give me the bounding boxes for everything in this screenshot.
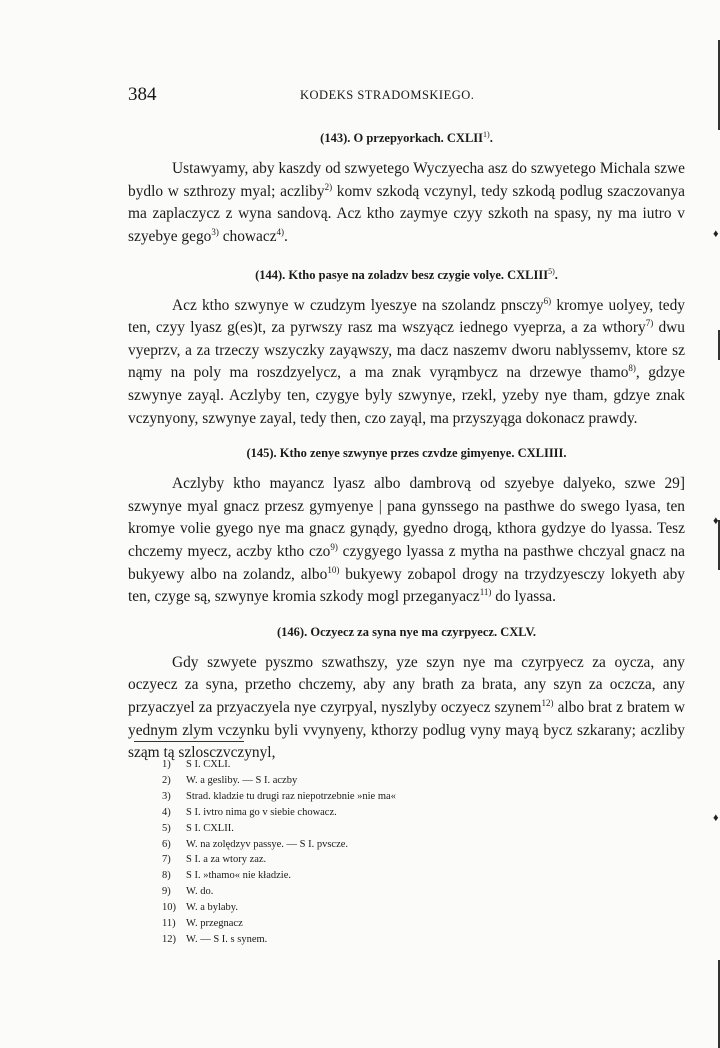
text-run: albo brat z bratem w yednym zlym vczynku byli vvynyeny, kthorzy podlug vyny mayą bycz szkarany; aczliby sząm tą szlosczvczynyl, bbox=[128, 699, 685, 762]
footnote-number: 12) bbox=[162, 933, 176, 945]
footnote-number: 11) bbox=[162, 918, 176, 930]
paragraph bbox=[128, 295, 685, 431]
text-run: komv szkodą vczynyl, tedy szkodą podlug szaczovanya ma zaplaczycz z wyna sandovą. Acz ktho zaymye czyy szkoth na spasy, ny ma iutro v szyebye gego bbox=[128, 182, 685, 245]
footnote-text: S I. CXLI. bbox=[186, 759, 231, 770]
section-heading: (143). O przepyorkach. CXLII$^{1)}$. bbox=[320, 130, 493, 146]
section-heading-text: (143). O przepyorkach. CXLII bbox=[320, 131, 484, 146]
footnote-ref: 11) bbox=[479, 587, 492, 598]
paragraph bbox=[128, 652, 685, 765]
running-title: KODEKS STRADOMSKIEGO. bbox=[300, 88, 475, 102]
footnote-number: 1) bbox=[162, 759, 171, 770]
section-heading bbox=[128, 442, 685, 464]
footnote-ref: 4) bbox=[276, 226, 285, 237]
footnote bbox=[162, 916, 396, 932]
text-run: . bbox=[284, 227, 288, 245]
main-text bbox=[128, 124, 685, 777]
footnote-number: 9) bbox=[162, 886, 171, 898]
footnote bbox=[162, 932, 396, 948]
section-heading-text: (145). Ktho zenye szwynye przes czvdze gimyenye. CXLIIII. bbox=[246, 446, 567, 461]
footnote-text: W. — S I. s synem. bbox=[186, 933, 268, 945]
footnote-text: W. przegnacz bbox=[186, 918, 243, 930]
footnote-number: 6) bbox=[162, 838, 171, 850]
paragraph bbox=[128, 473, 685, 609]
text-run: czygyego lyassa z mytha na pasthwe chczyal gnacz na bukyewy albo na zolandz, albo bbox=[128, 543, 685, 583]
footnote-divider bbox=[134, 741, 244, 742]
footnote-ref: 5) bbox=[548, 266, 555, 276]
section-heading-text: (144). Ktho pasye na zoladzv besz czygie volye. CXLIII bbox=[255, 267, 549, 282]
text-run: chowacz bbox=[218, 227, 277, 245]
footnote bbox=[162, 868, 396, 884]
footnote bbox=[162, 789, 396, 805]
text-run: Gdy szwyete pyszmo szwathszy, yze szyn nye ma czyrpyecz za oycza, any oczyecz za syna, przetho chczemy, aby any brath za brata, any szyn za oczcza, any przyaczyel za przyaczyela nye czyrpyal, nyszlyby oczyecz szynem bbox=[128, 653, 685, 716]
footnote bbox=[162, 900, 396, 916]
footnote-text: W. a gesliby. — S I. aczby bbox=[186, 774, 298, 786]
text-run: Acz ktho szwynye w czudzym lyeszye na szolandz pnsczy bbox=[172, 296, 544, 314]
footnote-ref: 7) bbox=[645, 318, 654, 329]
footnote bbox=[162, 805, 396, 821]
footnote-number: 3) bbox=[162, 790, 171, 802]
page-number: 384 bbox=[128, 84, 157, 105]
text-run: Aczlyby ktho mayancz lyasz albo dambrovą od szyebye dalyeko, szwe 29] szwynye myal gnacz przesz gymyenye | pana gynssego na pasthwe do swego lyasa, ten kromye volie gyego nye ma gnacz gynądy, gyedno drogą, kthora gydzye do lyassa. Tesz chczemy myecz, aczby ktho czo bbox=[128, 475, 685, 561]
footnote-text: W. a bylaby. bbox=[186, 902, 239, 914]
text-run: Ustawyamy, aby kaszdy od szwyetego Wyczyecha asz do szwyetego Michala szwe bydlo w szthrozy myal; aczliby bbox=[128, 160, 685, 200]
footnote-ref: 8) bbox=[628, 363, 636, 374]
footnote bbox=[162, 757, 396, 773]
text-run: bukyewy zobapol drogy na trzydzyesczy lokyeth aby ten, czyge są, szwynye kromia szkody mogl przeganyacz bbox=[128, 565, 685, 606]
footnotes bbox=[162, 757, 396, 948]
footnote-ref: 9) bbox=[330, 541, 338, 552]
footnote bbox=[162, 773, 396, 789]
footnote-text: S I. »thamo« nie kładzie. bbox=[186, 870, 291, 882]
footnote-text: W. na zolędzyv passye. — S I. pvscze. bbox=[186, 838, 349, 850]
footnote-number: 7) bbox=[162, 854, 171, 866]
footnote-text: W. do. bbox=[186, 886, 214, 898]
footnote-text: Strad. kladzie tu drugi raz niepotrzebnie »nie ma« bbox=[186, 790, 396, 802]
footnote-text: S I. a za wtory zaz. bbox=[186, 854, 267, 866]
footnote-ref: 1) bbox=[483, 130, 490, 139]
footnote-ref: 12) bbox=[541, 697, 554, 708]
footnote-ref: 3) bbox=[211, 226, 219, 237]
text-run: , gdzye szwynye zayąl. Aczlyby ten, czygye byly szwynye, rzekl, yzeby nye tham, gdzye znak vczynyony, szwynye zayal, tedy then, czo zayąl, ma przyszyąga dokonacz prawdy. bbox=[128, 364, 685, 427]
section-heading-text: (146). Oczyecz za syna nye ma czyrpyecz. CXLV. bbox=[277, 624, 536, 639]
footnote-number: 8) bbox=[162, 870, 171, 882]
footnote bbox=[162, 837, 396, 853]
text-run: kromye uolyey, tedy ten, czyy lyasz g(es)t, za pyrwszy rasz ma wszyącz iednego vyeprza, a za wthory bbox=[128, 296, 685, 337]
footnote-text: S I. CXLII. bbox=[186, 822, 234, 834]
footnote-ref: 10) bbox=[327, 564, 340, 575]
footnote bbox=[162, 821, 396, 837]
scan-edge-mark: ♦ bbox=[713, 812, 719, 824]
scan-edge-mark: ♦ bbox=[713, 515, 719, 527]
footnote-number: 10) bbox=[162, 902, 176, 914]
text-run: dwu vyeprzv, a za trzeczy wszyczky zayąwszy, ma dacz naszemv dworu nablyssemv, ktore sz nąmy na poly ma roszdzyelycz, a ma znak vyrąmbycz na drzewye thamo bbox=[128, 319, 685, 382]
footnote-number: 4) bbox=[162, 806, 171, 818]
scan-edge-mark: ♦ bbox=[713, 228, 719, 240]
text-run: do lyassa. bbox=[491, 588, 556, 606]
footnote-number: 2) bbox=[162, 774, 171, 786]
section-heading bbox=[128, 621, 685, 643]
paragraph bbox=[128, 158, 685, 248]
footnote-ref: 6) bbox=[543, 295, 552, 306]
footnote bbox=[162, 852, 396, 868]
footnote-ref: 2) bbox=[324, 181, 333, 192]
section-heading: (144). Ktho pasye na zoladzv besz czygie volye. CXLIII$^{5)}$. bbox=[255, 266, 558, 282]
footnote-number: 5) bbox=[162, 822, 171, 834]
footnote-text: S I. ivtro nima go v siebie chowacz. bbox=[186, 806, 337, 818]
footnote bbox=[162, 884, 396, 900]
